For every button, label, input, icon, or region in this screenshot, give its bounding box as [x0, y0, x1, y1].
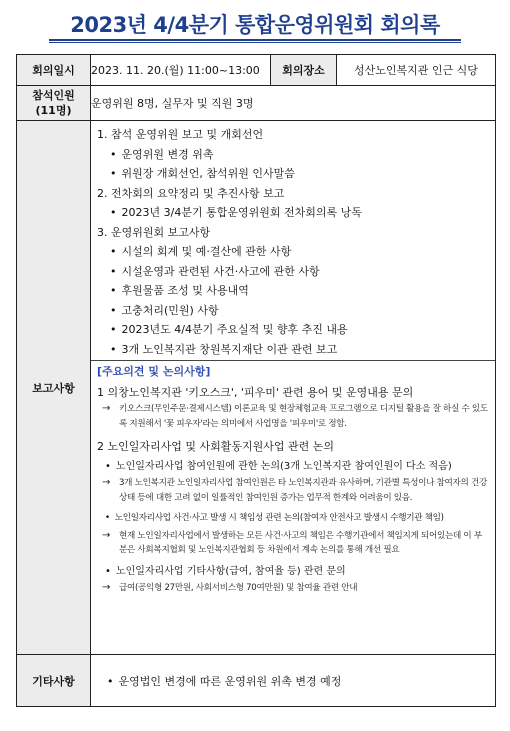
- report-subitem: • 고충처리(민원) 사항: [97, 301, 489, 321]
- report-subitem: • 3개 노인복지관 창원복지재단 이관 관련 보고: [97, 340, 489, 360]
- document-title: 2023년 4/4분기 통합운영위원회 회의록: [70, 13, 440, 37]
- report-row: [17, 121, 496, 655]
- minutes-table: [16, 54, 496, 707]
- attendees-row: [17, 86, 496, 121]
- document-title-bar: [49, 6, 461, 40]
- other-content: [91, 655, 496, 707]
- discussion-q2-bullet: • 노인일자리사업 사건·사고 발생 시 책임성 관련 논의(참여자 안전사고 발생시 수행기관 책임): [97, 509, 489, 529]
- discussion-q2-answer: [97, 581, 489, 596]
- arrow-icon: →: [102, 529, 111, 541]
- discussion-q1-title: 1 의창노인복지관 '키오스크', '피우미' 관련 용어 및 운영내용 문의: [97, 385, 414, 399]
- arrow-icon: →: [102, 582, 111, 593]
- place-value: 성산노인복지관 인근 식당: [337, 55, 496, 86]
- discussion-q1-answer: [97, 402, 489, 431]
- discussion-q2-answer: [97, 476, 489, 505]
- discussion-header: [주요의견 및 논의사항]: [97, 365, 211, 378]
- meeting-info-row: [17, 55, 496, 86]
- report-item: 2. 전차회의 요약정리 및 추진사항 보고: [97, 186, 285, 200]
- attendees-label-line2: (11명): [35, 104, 72, 117]
- answer-text: 급여(공익형 27만원, 사회서비스형 70여만원) 및 참여율 관련 안내: [119, 583, 358, 593]
- attendees-value: 운영위원 8명, 실무자 및 직원 3명: [91, 86, 496, 121]
- answer-text: 3개 노인복지관 노인일자리사업 참여인원은 타 노인복지관과 유사하며, 기관별 특성이나 참여자의 건강상태 등에 대한 고려 없이 일률적인 참여인원 증가는 업무적 한계와 어려움이 있음.: [119, 478, 487, 503]
- other-value: • 운영법인 변경에 따른 운영위원 위촉 변경 예정: [99, 673, 495, 689]
- title-underline-thin: [49, 42, 461, 43]
- report-item: 1. 참석 운영위원 보고 및 개회선언: [97, 128, 264, 141]
- report-subitem: • 시설의 회계 및 예·결산에 관한 사항: [97, 242, 489, 262]
- report-item: 3. 운영위원회 보고사항: [97, 225, 211, 239]
- report-subitem: • 후원물품 조성 및 사용내역: [97, 281, 489, 301]
- attendees-label: [17, 86, 91, 121]
- answer-text: 키오스크(무인주문·결제시스템) 이론교육 및 현장체험교육 프로그램으로 디지털 활용을 잘 하실 수 있도록 지원해서 '꽃 피우자'라는 의미에서 사업명을 '피우미'로 정함.: [119, 404, 488, 429]
- date-label: 회의일시: [17, 55, 91, 86]
- report-subitem: • 2023년도 4/4분기 주요실적 및 향후 추진 내용: [97, 320, 489, 340]
- discussion-q2-answer: [97, 529, 489, 558]
- date-value: 2023. 11. 20.(월) 11:00~13:00: [91, 55, 271, 86]
- section-divider: [91, 360, 495, 361]
- discussion-q2-bullet: • 노인일자리사업 참여인원에 관한 논의(3개 노인복지관 참여인원이 다소 적음): [97, 457, 489, 477]
- answer-text: 현재 노인일자리사업에서 발생하는 모든 사건·사고의 책임은 수행기관에서 책임지게 되어있는데 이 부분은 사회복지협회 및 노인복지관협회 등 차원에서 계속 논의를 통해 개선 필요: [119, 530, 482, 555]
- other-label: 기타사항: [17, 655, 91, 707]
- arrow-icon: →: [102, 477, 111, 488]
- report-subitem: • 위원장 개회선언, 참석위원 인사말씀: [97, 164, 489, 184]
- report-subitem: • 시설운영과 관련된 사건·사고에 관한 사항: [97, 262, 489, 282]
- place-label: 회의장소: [271, 55, 337, 86]
- title-underline: [49, 39, 461, 41]
- report-subitem: • 2023년 3/4분기 통합운영위원회 전차회의록 낭독: [97, 203, 489, 223]
- attendees-label-line1: 참석인원: [32, 89, 75, 102]
- arrow-icon: →: [102, 403, 111, 414]
- report-subitem: • 운영위원 변경 위촉: [97, 145, 489, 165]
- report-content: [91, 121, 496, 655]
- discussion-q2-bullet: • 노인일자리사업 기타사항(급여, 참여율 등) 관련 문의: [97, 562, 489, 582]
- other-row: [17, 655, 496, 707]
- discussion-q2-title: 2 노인일자리사업 및 사회활동지원사업 관련 논의: [97, 440, 334, 453]
- report-label: 보고사항: [17, 121, 91, 655]
